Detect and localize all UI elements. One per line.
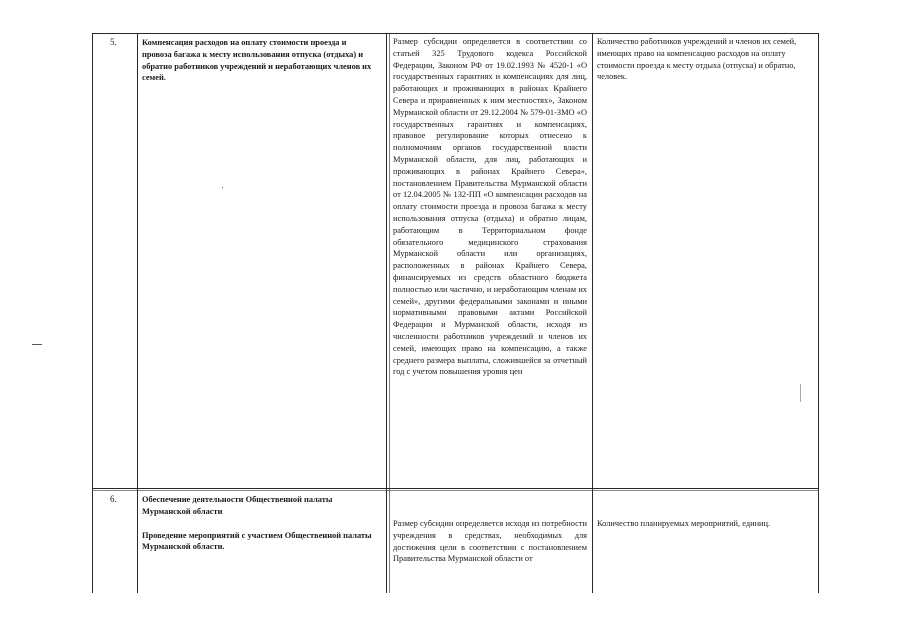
row-divider bbox=[92, 488, 819, 489]
column-divider-number bbox=[137, 33, 138, 593]
scan-mark bbox=[32, 344, 42, 345]
row-divider-inner bbox=[92, 490, 819, 491]
indicator-description: Количество работников учреждений и членов их семей, имеющих право на компенсацию расходов на оплату стоимости проезда к месту отдыха (отпуска) и обратно, человек. bbox=[597, 37, 797, 82]
column-divider-subsidy-inner bbox=[389, 33, 390, 593]
row-name: Компенсация расходов на оплату стоимости проезда и провоза багажа к месту использования отпуска (отдыха) и обратно работников учреждений и неработающих членов их семей. bbox=[142, 38, 372, 83]
scan-mark bbox=[222, 187, 223, 188]
subsidy-description: Размер субсидии определяется исходя из потребности учреждения в средствах, необходимых для достижения цели в соответствии с постановлением Правительства Мурманской области от bbox=[393, 519, 587, 564]
table-right-border bbox=[818, 33, 819, 593]
indicator-description: Количество планируемых мероприятий, единиц. bbox=[597, 519, 771, 528]
subsidy-description: Размер субсидии определяется в соответствии со статьей 325 Трудового кодекса Российской Федерации, Законом РФ от 19.02.1993 № 4520-1 «О государственных гарантиях и компенсациях для лиц, работающих и проживающих в районах Крайнего Севера и приравненных к ним местностях», Законом Мурманской области от 29.12.2004 № 579-01-ЗМО «О государственных гарантиях и компенсациях, правовое регулирование которых отнесено к полномочиям органов государственной власти Мурманской области, для лиц, работающих и проживающих в районах Крайнего Севера», постановлением Правительства Мурманской области от 12.04.2005 № 132-ПП «О компенсации расходов на оплату стоимости проезда и провоза багажа к месту использования отпуска (отдыха) и обратно лицам, работающим в Территориальном фонде обязательного медицинского страхования Мурманской области или организациях, расположенных в районах Крайнего Севера, финансируемых из средств областного бюджета полностью или частично, и неработающим членам их семей», другими федеральными законами и иными нормативными правовыми актами Российской Федерации и Мурманской области, исходя из численности работников учреждений и членов их семей, имеющих право на компенсацию, а также среднего размера выплаты, сложившейся за отчетный год с учетом повышения уровня цен bbox=[393, 37, 587, 377]
column-divider-indicator bbox=[592, 33, 593, 593]
row-number: 5. bbox=[110, 37, 117, 47]
table-left-border bbox=[92, 33, 93, 593]
table-top-border bbox=[92, 33, 819, 34]
row-number: 6. bbox=[110, 494, 117, 504]
row-name bbox=[142, 494, 378, 553]
scan-mark bbox=[800, 384, 801, 402]
row-name-heading: Обеспечение деятельности Общественной палаты Мурманской области bbox=[142, 495, 333, 516]
row-name-subheading: Проведение мероприятий с участием Общественной палаты Мурманской области. bbox=[142, 530, 372, 552]
column-divider-subsidy bbox=[386, 33, 387, 593]
